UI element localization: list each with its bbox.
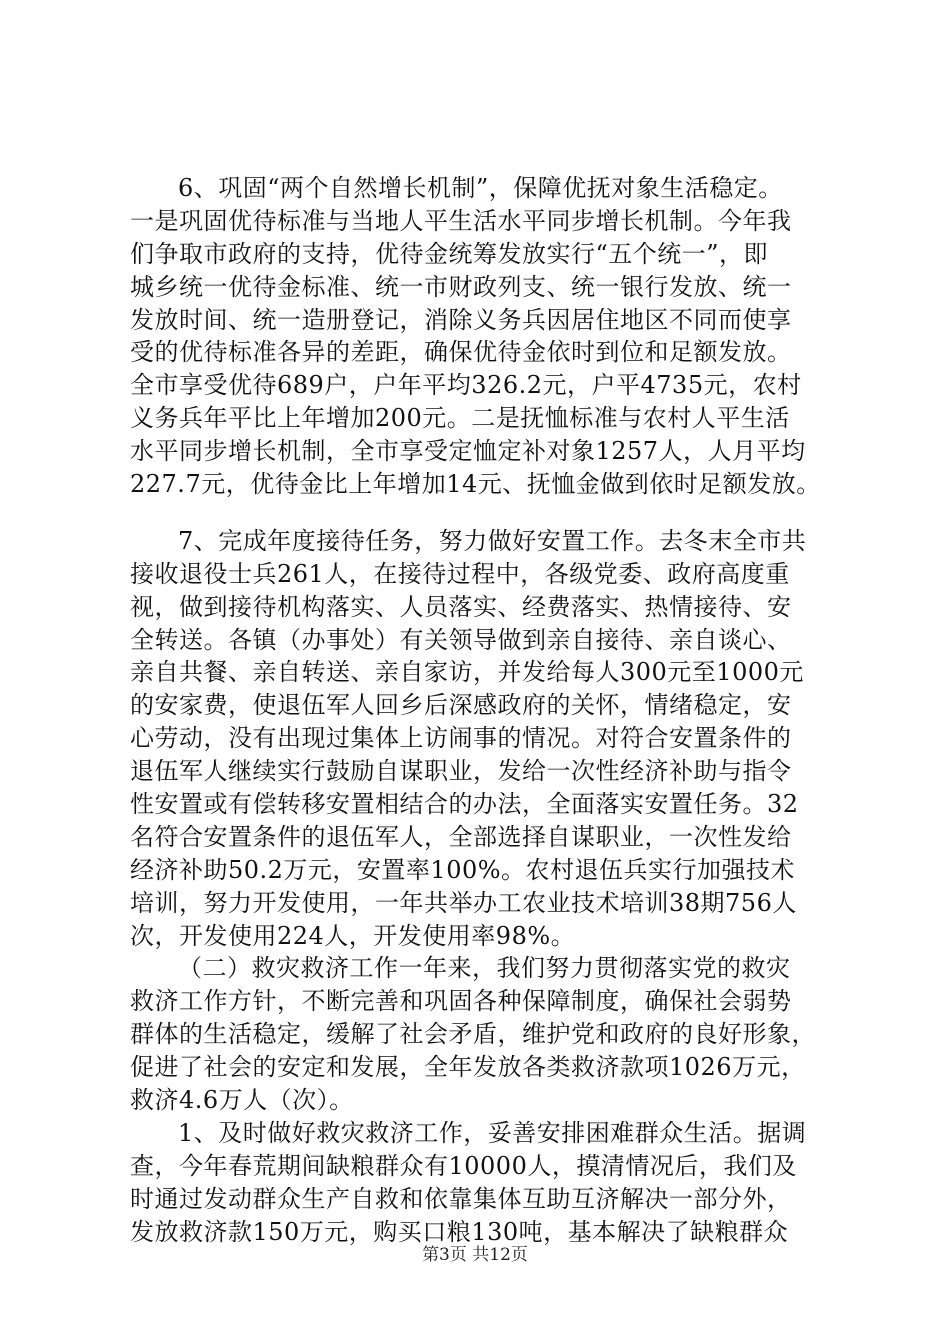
text-line: 一是巩固优待标准与当地人平生活水平同步增长机制。今年我: [130, 206, 792, 235]
text-line: 受的优待标准各异的差距，确保优待金依时到位和足额发放。: [130, 338, 792, 367]
text-line: 们争取市政府的支持，优待金统筹发放实行“五个统一”，即: [130, 239, 769, 268]
text-line: 水平同步增长机制，全市享受定恤定补对象1257人，人月平均: [130, 437, 806, 466]
paragraph-disaster-relief: [130, 952, 850, 1116]
text-line: 培训，努力开发使用，一年共举办工农业技术培训38期756人: [130, 888, 797, 917]
paragraph-1: [130, 1117, 850, 1249]
text-line: （二）救灾救济工作一年来，我们努力贯彻落实党的救灾: [178, 954, 791, 983]
text-line: 查，今年春荒期间缺粮群众有10000人，摸清情况后，我们及: [130, 1151, 797, 1180]
text-line: 亲自共餐、亲自转送、亲自家访，并发给每人300元至1000元: [130, 658, 804, 687]
page-number: 第3页 共12页: [422, 1245, 528, 1265]
text-line: 义务兵年平比上年增加200元。二是抚恤标准与农村人平生活: [130, 404, 790, 433]
text-line: 城乡统一优待金标准、统一市财政列支、统一银行发放、统一: [130, 272, 792, 301]
text-line: 次，开发使用224人，开发使用率98%。: [130, 921, 576, 950]
paragraph-gap: [130, 501, 850, 525]
text-line: 促进了社会的安定和发展，全年发放各类救济款项1026万元，: [130, 1053, 806, 1082]
text-line: 时通过发动群众生产自救和依靠集体互助互济解决一部分外，: [130, 1184, 792, 1213]
text-line: 退伍军人继续实行鼓励自谋职业，发给一次性经济补助与指令: [130, 757, 792, 786]
text-line: 的安家费，使退伍军人回乡后深感政府的关怀，情绪稳定，安: [130, 691, 792, 720]
text-line: 发放时间、统一造册登记，消除义务兵因居住地区不同而使享: [130, 305, 792, 334]
paragraph-7: [130, 525, 850, 953]
text-line: 接收退役士兵261人，在接待过程中，各级党委、政府高度重: [130, 559, 790, 588]
text-line: 6、巩固“两个自然增长机制”，保障优抚对象生活稳定。: [178, 174, 783, 202]
text-line: 名符合安置条件的退伍军人，全部选择自谋职业，一次性发给: [130, 822, 792, 851]
text-line: 经济补助50.2万元，安置率100%。农村退伍兵实行加强技术: [130, 855, 796, 884]
paragraph-6: [130, 172, 850, 501]
text-line: 心劳动，没有出现过集体上访闹事的情况。对符合安置条件的: [130, 724, 792, 753]
text-line: 1、及时做好救灾救济工作，妥善安排困难群众生活。据调: [178, 1118, 807, 1147]
text-line: 7、完成年度接待任务，努力做好安置工作。去冬末全市共: [178, 526, 807, 555]
text-line: 救济工作方针，不断完善和巩固各种保障制度，确保社会弱势: [130, 987, 792, 1016]
text-line: 救济4.6万人（次）。: [130, 1086, 354, 1115]
text-line: 群体的生活稳定，缓解了社会矛盾，维护党和政府的良好形象，: [130, 1020, 816, 1049]
text-line: 全市享受优待689户，户年平均326.2元，户平4735元，农村: [130, 371, 802, 400]
body-text: [130, 172, 850, 1249]
text-line: 视，做到接待机构落实、人员落实、经费落实、热情接待、安: [130, 592, 792, 621]
text-line: 全转送。各镇（办事处）有关领导做到亲自接待、亲自谈心、: [130, 625, 792, 654]
text-line: 发放救济款150万元，购买口粮130吨，基本解决了缺粮群众: [130, 1217, 789, 1246]
text-line: 性安置或有偿转移安置相结合的办法，全面落实安置任务。32: [130, 790, 799, 819]
text-line: 227.7元，优待金比上年增加14元、抚恤金做到依时足额发放。: [130, 470, 821, 499]
